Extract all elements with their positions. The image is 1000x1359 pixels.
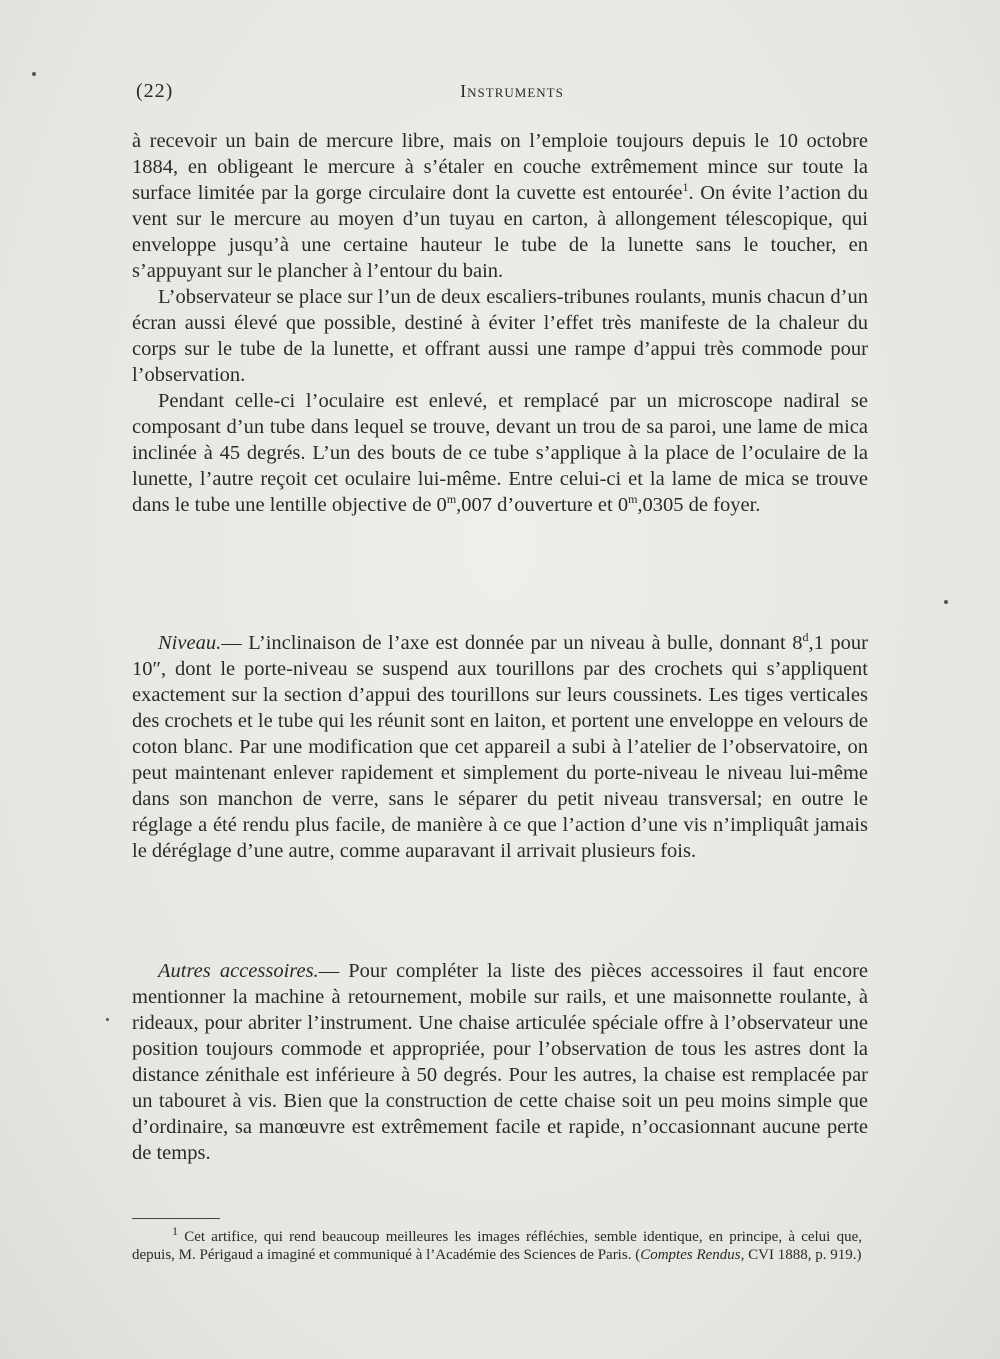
paragraph-observer: L’observateur se place sur l’un de deux escaliers-tribunes roulants, munis chacun d’un écran aussi élevé que possible, destiné à éviter l’effet très manifeste de la chaleur du corps sur le tube de la lunette, et offrant aussi une rampe d’appui très commode pour l’observation.: [132, 286, 868, 386]
section-heading-accessoires: Autres accessoires.: [158, 960, 319, 982]
paragraph-niveau: Niveau.— L’inclinaison de l’axe est donnée par un niveau à bulle, donnant 8$^d$,1 pour 10″, dont le porte-niveau se suspend aux tourillons par des crochets qui s’appliquent exactement sur la section d’appui des tourillons sur leurs coussinets. Les tiges verticales des crochets et le tube qui les réunit sont en laiton, et portent une enveloppe en velours de coton blanc. Par une modification que cet appareil a subi à l’atelier de l’observatoire, on peut maintenant enlever rapidement et simplement du porte-niveau le niveau lui-même dans son manchon de verre, sans le séparer du petit niveau transversal; en outre le réglage a été rendu plus facile, de manière à ce que l’action d’une vis n’impliquât jamais le déréglage d’une autre, comme auparavant il arrivait plusieurs fois.: [132, 630, 869, 862]
paper-speck: [944, 600, 948, 604]
running-title: Instruments: [460, 81, 564, 101]
page-number: (22): [136, 80, 174, 102]
footnote-source: Comptes Rendus: [640, 1247, 741, 1263]
page-header: [132, 80, 862, 108]
paragraph-autres-accessoires: Autres accessoires.— Pour compléter la liste des pièces accessoires il faut encore mentionner la machine à retournement, mobile sur rails, et une maisonnette roulante, à rideaux, pour abriter l’instrument. Une chaise articulée spéciale offre à l’observateur une position toujours commode et appropriée, pour l’observation de tous les astres dont la distance zénithale est inférieure à 50 degrés. Pour les autres, la chaise est remplacée par un tabouret à vis. Bien que la construction de cette chaise soit un peu moins simple que d’ordinaire, sa manœuvre est extrêmement facile et rapide, n’occasionnant aucune perte de temps.: [132, 960, 868, 1164]
body-text-accessoires: [132, 958, 868, 1166]
paper-speck: [106, 1018, 109, 1021]
body-text-top: [132, 128, 868, 518]
footnote-divider: [132, 1218, 220, 1219]
paragraph-nadiral-microscope: Pendant celle-ci l’oculaire est enlevé, et remplacé par un microscope nadiral se composant d’un tube dans lequel se trouve, devant un trou de sa paroi, une lame de mica inclinée à 45 degrés. L’un des bouts de ce tube s’applique à la place de l’oculaire de la lunette, l’autre reçoit cet oculaire lui-même. Entre celui-ci et la lame de mica se trouve dans le tube une lentille objective de 0$^m$,007 d’ouverture et 0$^m$,0305 de foyer.: [132, 390, 868, 516]
footnote-ref: 1: [682, 180, 689, 195]
body-text-niveau: [132, 630, 868, 864]
footnote-marker: 1: [172, 1224, 178, 1238]
paragraph-mercury-bath: à recevoir un bain de mercure libre, mais on l’emploie toujours depuis le 10 octobre 1884, en obligeant le mercure à s’étaler en couche extrêmement mince sur toute la surface limitée par la gorge circulaire dont la cuvette est entourée$^1$. On évite l’action du vent sur le mercure au moyen d’un tuyau en carton, à allongement télescopique, qui enveloppe jusqu’à une certaine hauteur le tube de la lunette sans le toucher, en s’appuyant sur le plancher à l’entour du bain.: [132, 130, 868, 282]
section-heading-niveau: Niveau.: [158, 632, 222, 654]
footnote: $^1$ Cet artifice, qui rend beaucoup meilleures les images réfléchies, semble identique, en principe, à celui que, depuis, M. Périgaud a imaginé et communiqué à l’Académie des Sciences de Paris. (Comptes Rendus, CVI 1888, p. 919.): [132, 1224, 862, 1263]
paper-speck: [32, 72, 36, 76]
